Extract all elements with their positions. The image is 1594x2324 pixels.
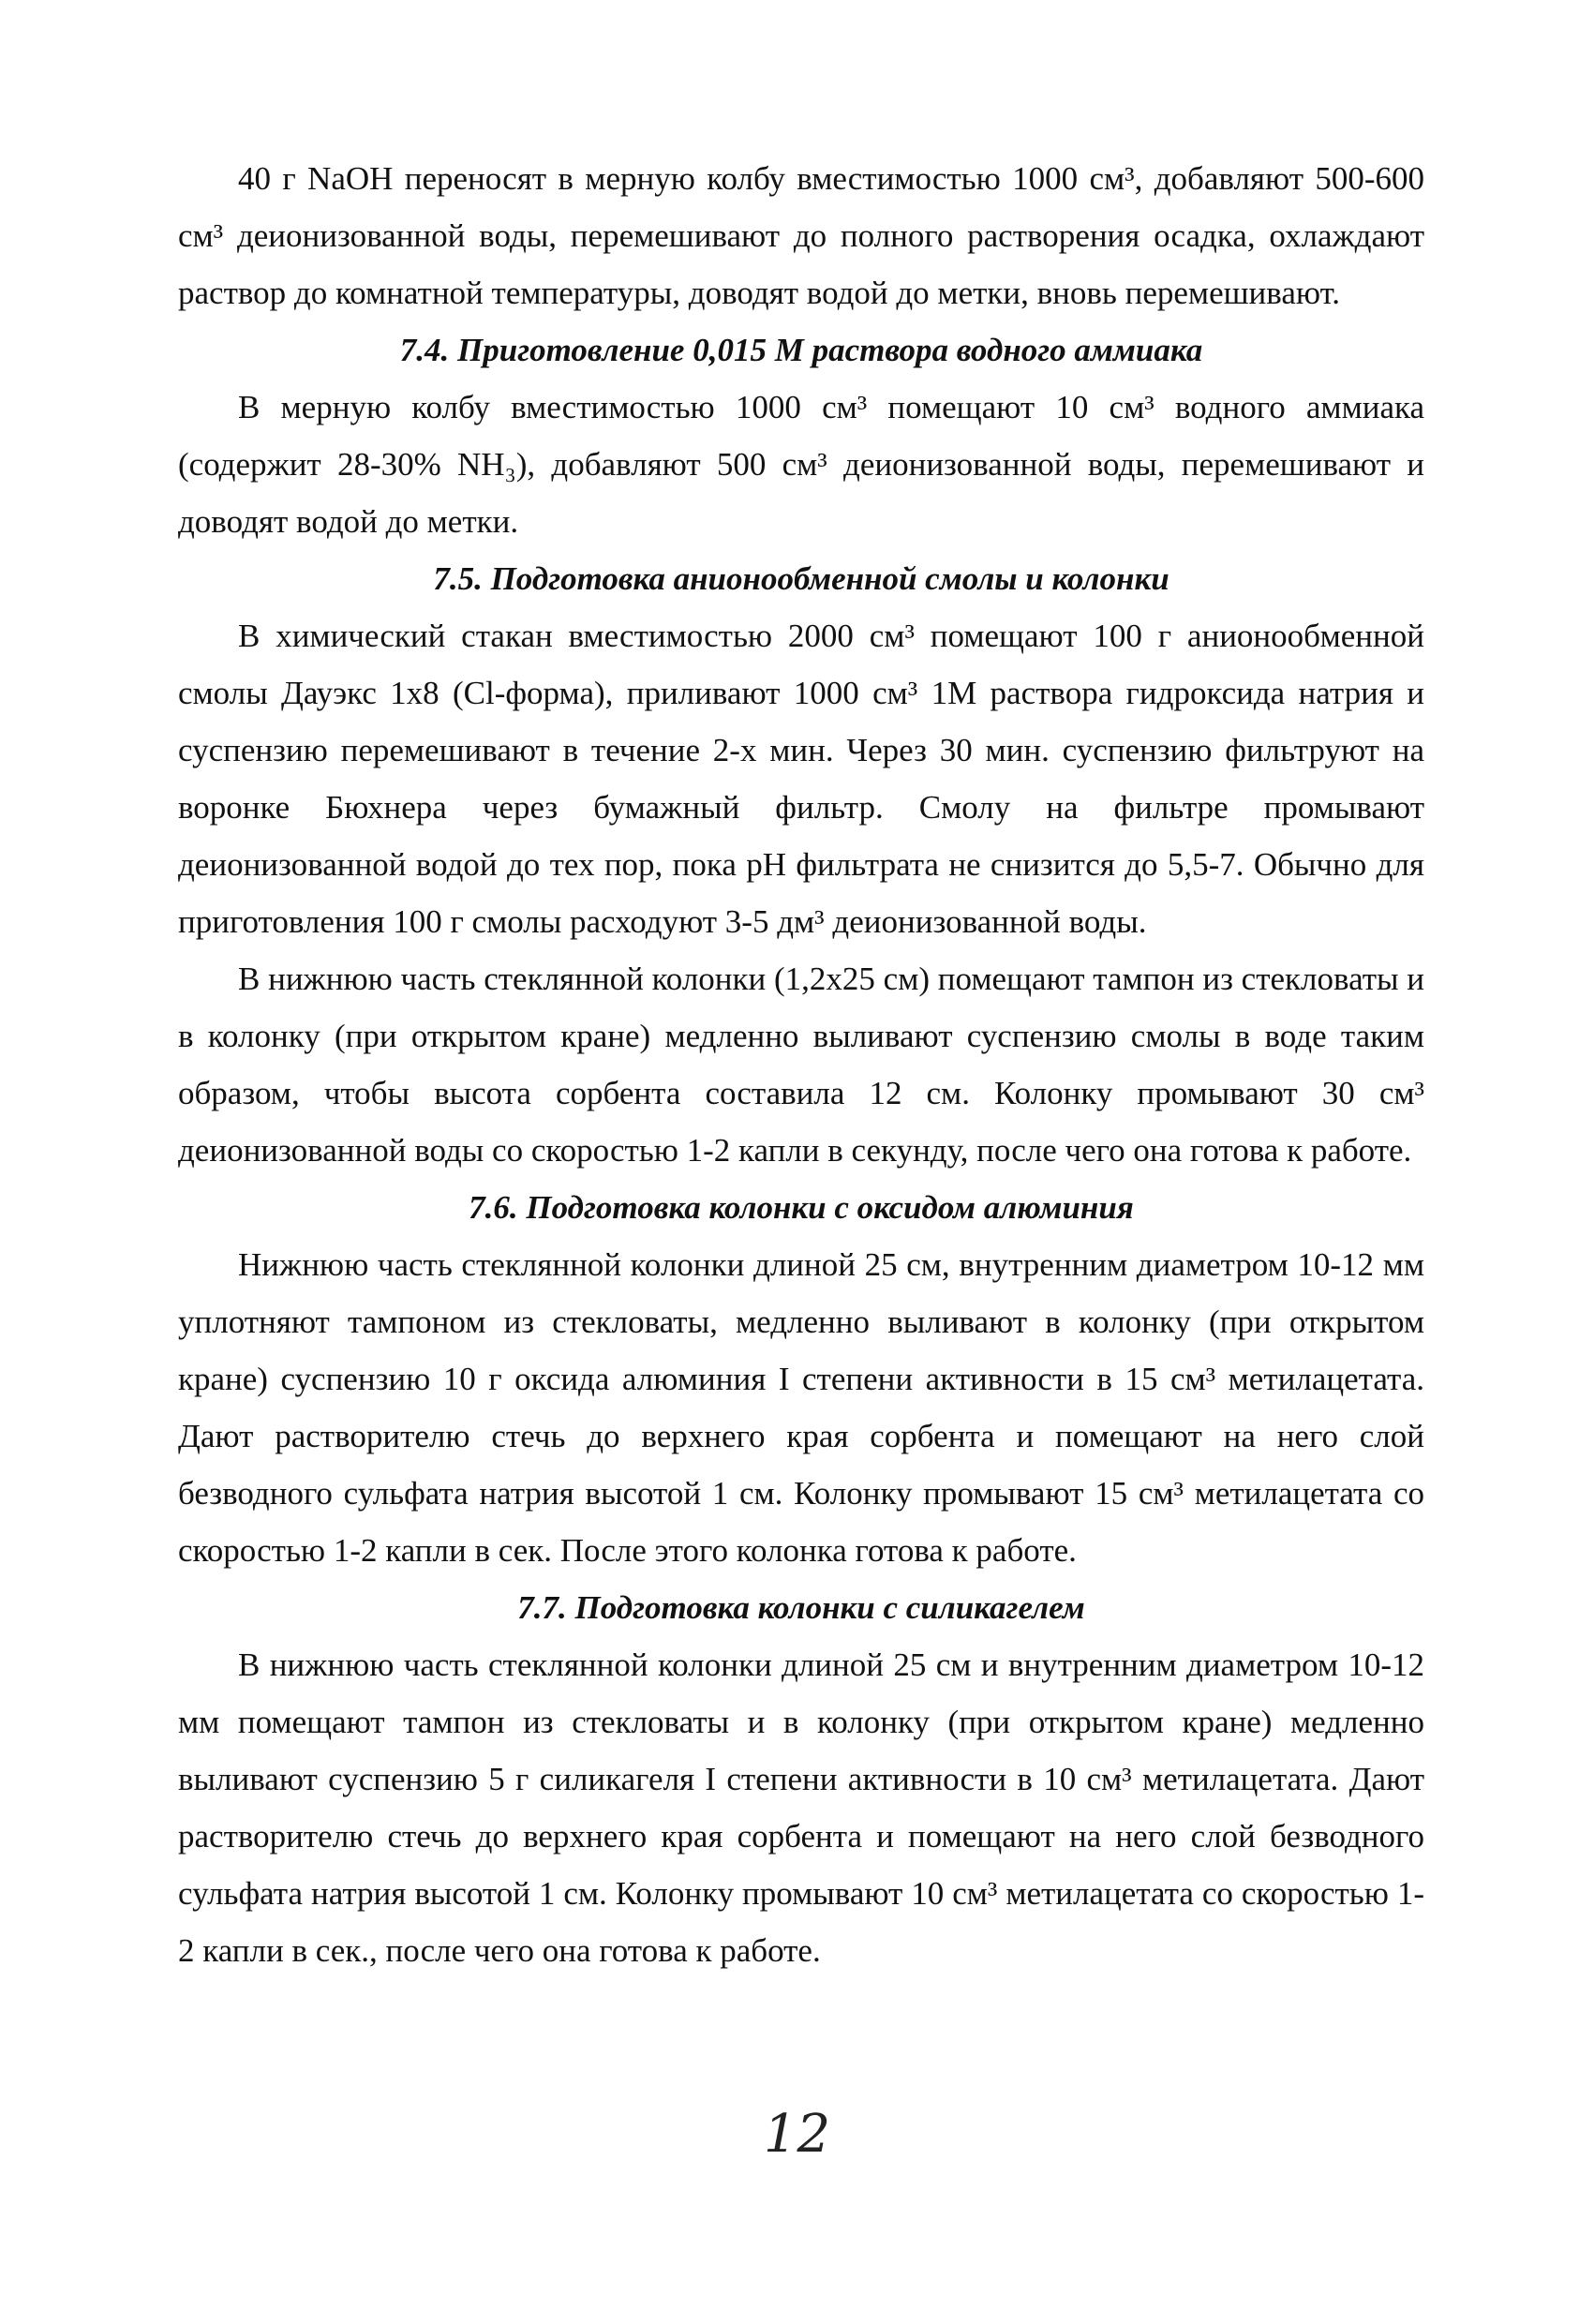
paragraph-silica-column: В нижнюю часть стеклянной колонки длиной 25 см и внутренним диаметром 10-12 мм помещают тампон из стекловаты и в колонку (при открытом кране) медленно выливают суспензию 5 г силикагеля I степени активности в 10 см³ метилацетата. Дают растворителю стечь до верхнего края сорбента и помещают на него слой безводного сульфата натрия высотой 1 см. Колонку промывают 10 см³ метилацетата со скоростью 1-2 капли в сек., после чего она готова к работе. [178,1646,1424,1969]
paragraph-resin-column: В нижнюю часть стеклянной колонки (1,2х25 см) помещают тампон из стекловаты и в колонку (при открытом кране) медленно выливают суспензию смолы в воде таким образом, чтобы высота сорбента составила 12 см. Колонку промывают 30 см³ деионизованной воды со скоростью 1-2 капли в секунду, после чего она готова к работе. [178,961,1424,1169]
section-heading-7-7: 7.7. Подготовка колонки с силикагелем [517,1589,1085,1626]
section-heading-7-6: 7.6. Подготовка колонки с оксидом алюминия [469,1189,1134,1226]
page-number: 12 [763,2104,831,2165]
section-heading-7-5: 7.5. Подготовка анионообменной смолы и колонки [433,560,1169,597]
paragraph-ammonia: В мерную колбу вместимостью 1000 см³ помещают 10 см³ водного аммиака (содержит 28-30% NH₃), добавляют 500 см³ деионизованной воды, перемешивают и доводят водой до метки. [178,389,1424,540]
paragraph-alumina-column: Нижнюю часть стеклянной колонки длиной 25 см, внутренним диаметром 10-12 мм уплотняют тампоном из стекловаты, медленно выливают в колонку (при открытом кране) суспензию 10 г оксида алюминия I степени активности в 15 см³ метилацетата. Дают растворителю стечь до верхнего края сорбента и помещают на него слой безводного сульфата натрия высотой 1 см. Колонку промывают 15 см³ метилацетата со скоростью 1-2 капли в сек. После этого колонка готова к работе. [178,1246,1424,1569]
document-page [178,150,1424,1979]
section-heading-7-4: 7.4. Приготовление 0,015 М раствора водного аммиака [399,332,1203,368]
paragraph-resin-prep: В химический стакан вместимостью 2000 см³ помещают 100 г анионообменной смолы Дауэкс 1х8 (Cl-форма), приливают 1000 см³ 1М раствора гидроксида натрия и суспензию перемешивают в течение 2-х мин. Через 30 мин. суспензию фильтруют на воронке Бюхнера через бумажный фильтр. Смолу на фильтре промывают деионизованной водой до тех пор, пока pH фильтрата не снизится до 5,5-7. Обычно для приготовления 100 г смолы расходуют 3-5 дм³ деионизованной воды. [178,618,1424,940]
paragraph-naoh: 40 г NaOH переносят в мерную колбу вместимостью 1000 см³, добавляют 500-600 см³ деионизованной воды, перемешивают до полного растворения осадка, охлаждают раствор до комнатной температуры, доводят водой до метки, вновь перемешивают. [178,160,1424,311]
